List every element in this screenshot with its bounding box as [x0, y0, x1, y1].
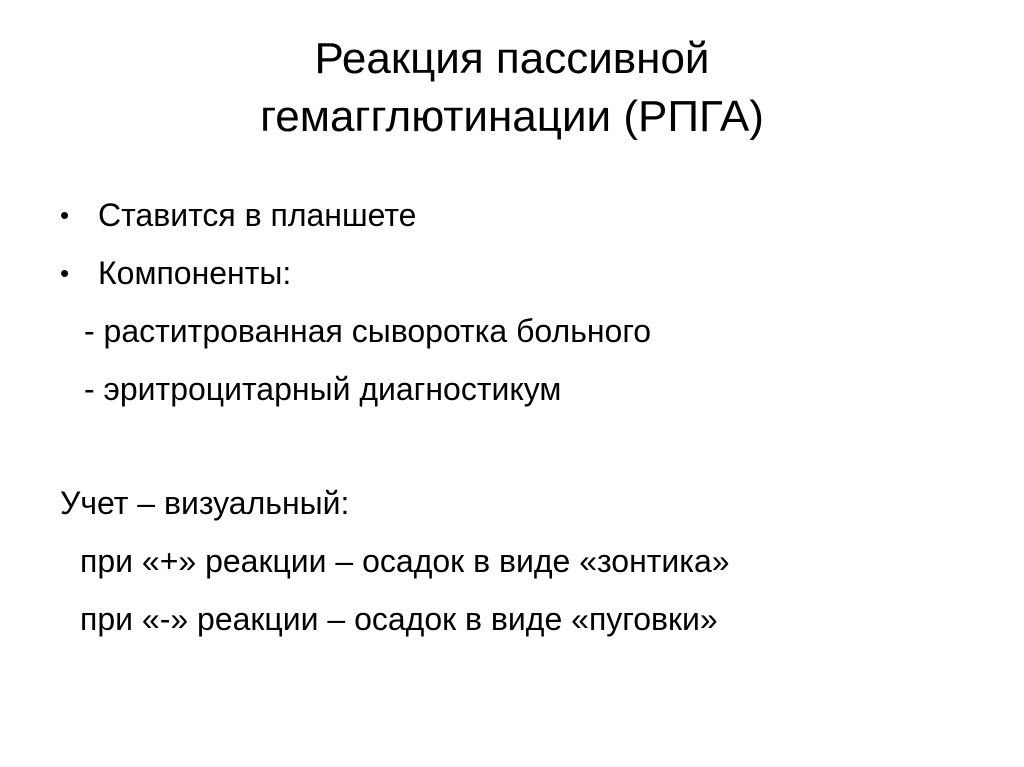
bullet-icon: • — [60, 258, 70, 288]
bullet-item — [60, 186, 1000, 244]
spacer — [60, 418, 1000, 474]
title-line-1: Реакция пассивной — [314, 34, 710, 83]
bullet-icon: • — [60, 200, 70, 230]
accounting-negative: при «-» реакции – осадок в виде «пуговки» — [80, 601, 718, 637]
title-line-2: гемагглютинации (РПГА) — [260, 92, 764, 141]
accounting-heading: Учет – визуальный: — [60, 485, 350, 521]
bullet-text-components: Компоненты: — [98, 255, 292, 291]
accounting-positive: при «+» реакции – осадок в виде «зонтика» — [80, 543, 730, 579]
bullet-text-plate: Ставится в планшете — [98, 197, 417, 233]
component-item-diagnosticum: - эритроцитарный диагностикум — [84, 371, 562, 407]
component-item-serum: - раститрованная сыворотка больного — [84, 313, 652, 349]
slide-title — [0, 30, 1024, 146]
bullet-item — [60, 244, 1000, 302]
slide-body — [60, 186, 1000, 648]
